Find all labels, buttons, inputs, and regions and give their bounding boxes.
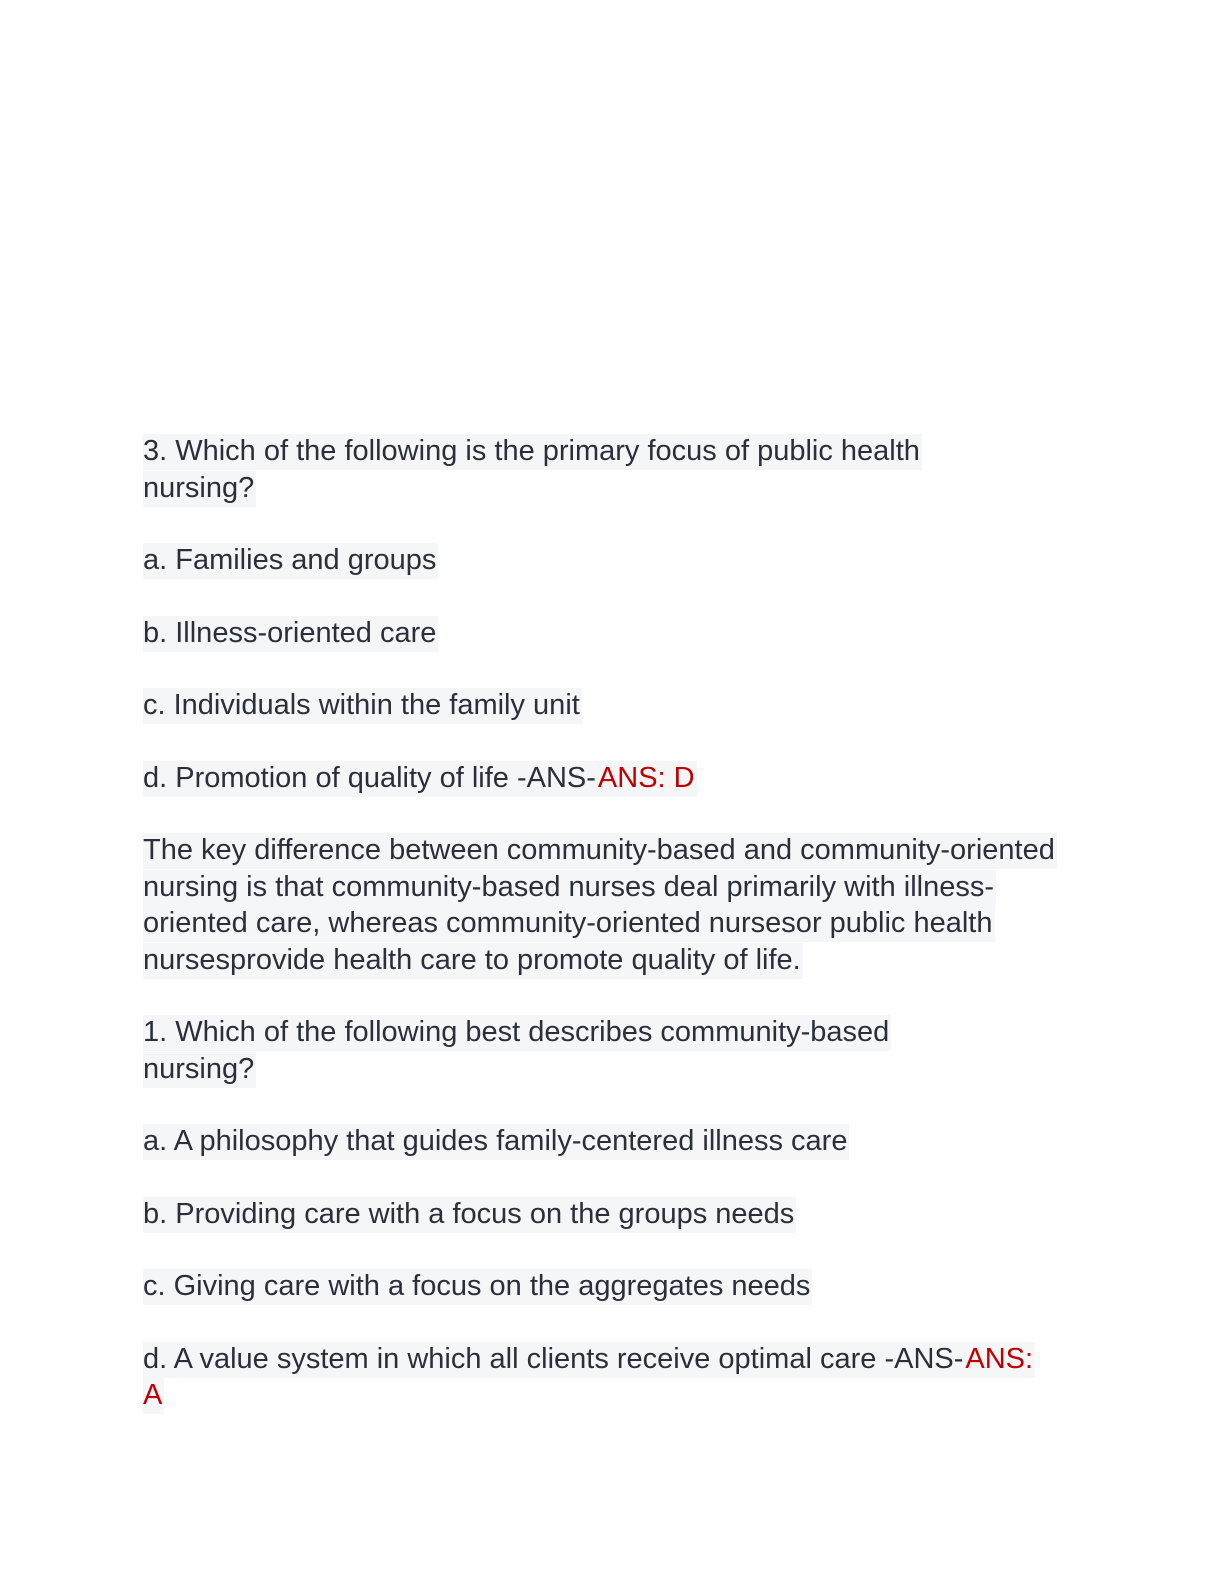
option-text: b. Providing care with a focus on the groups needs bbox=[143, 1197, 796, 1233]
question-3-option-c bbox=[143, 687, 1063, 724]
question-3-option-b bbox=[143, 615, 1063, 652]
question-1-stem-text: 1. Which of the following best describes community-based nursing? bbox=[143, 1015, 891, 1088]
question-1-option-c bbox=[143, 1268, 1063, 1305]
question-1-option-d bbox=[143, 1341, 1048, 1414]
answer-key: ANS: D bbox=[598, 761, 697, 797]
option-text: c. Giving care with a focus on the aggregates needs bbox=[143, 1269, 812, 1305]
question-1-option-b bbox=[143, 1196, 1063, 1233]
question-1-option-a bbox=[143, 1123, 1063, 1160]
option-text: d. Promotion of quality of life -ANS- bbox=[143, 761, 598, 797]
question-3-option-a bbox=[143, 542, 1063, 579]
question-3-stem-text: 3. Which of the following is the primary focus of public health nursing? bbox=[143, 434, 922, 507]
answer-key: ANS: A bbox=[143, 1342, 1035, 1415]
option-text: a. A philosophy that guides family-centered illness care bbox=[143, 1124, 849, 1160]
option-text: b. Illness-oriented care bbox=[143, 616, 438, 652]
question-1-stem bbox=[143, 1014, 983, 1087]
option-text: d. A value system in which all clients receive optimal care -ANS- bbox=[143, 1342, 965, 1378]
rationale-text: The key difference between community-based and community-oriented nursing is that community-based nurses deal primarily with illness-oriented care, whereas community-oriented nursesor public health nursesprovide health care to promote quality of life. bbox=[143, 833, 1057, 979]
question-3-option-d bbox=[143, 760, 1063, 797]
question-3-stem bbox=[143, 433, 1003, 506]
document-content bbox=[143, 433, 1063, 1450]
option-text: a. Families and groups bbox=[143, 543, 438, 579]
question-3-rationale bbox=[143, 832, 1063, 978]
option-text: c. Individuals within the family unit bbox=[143, 688, 582, 724]
